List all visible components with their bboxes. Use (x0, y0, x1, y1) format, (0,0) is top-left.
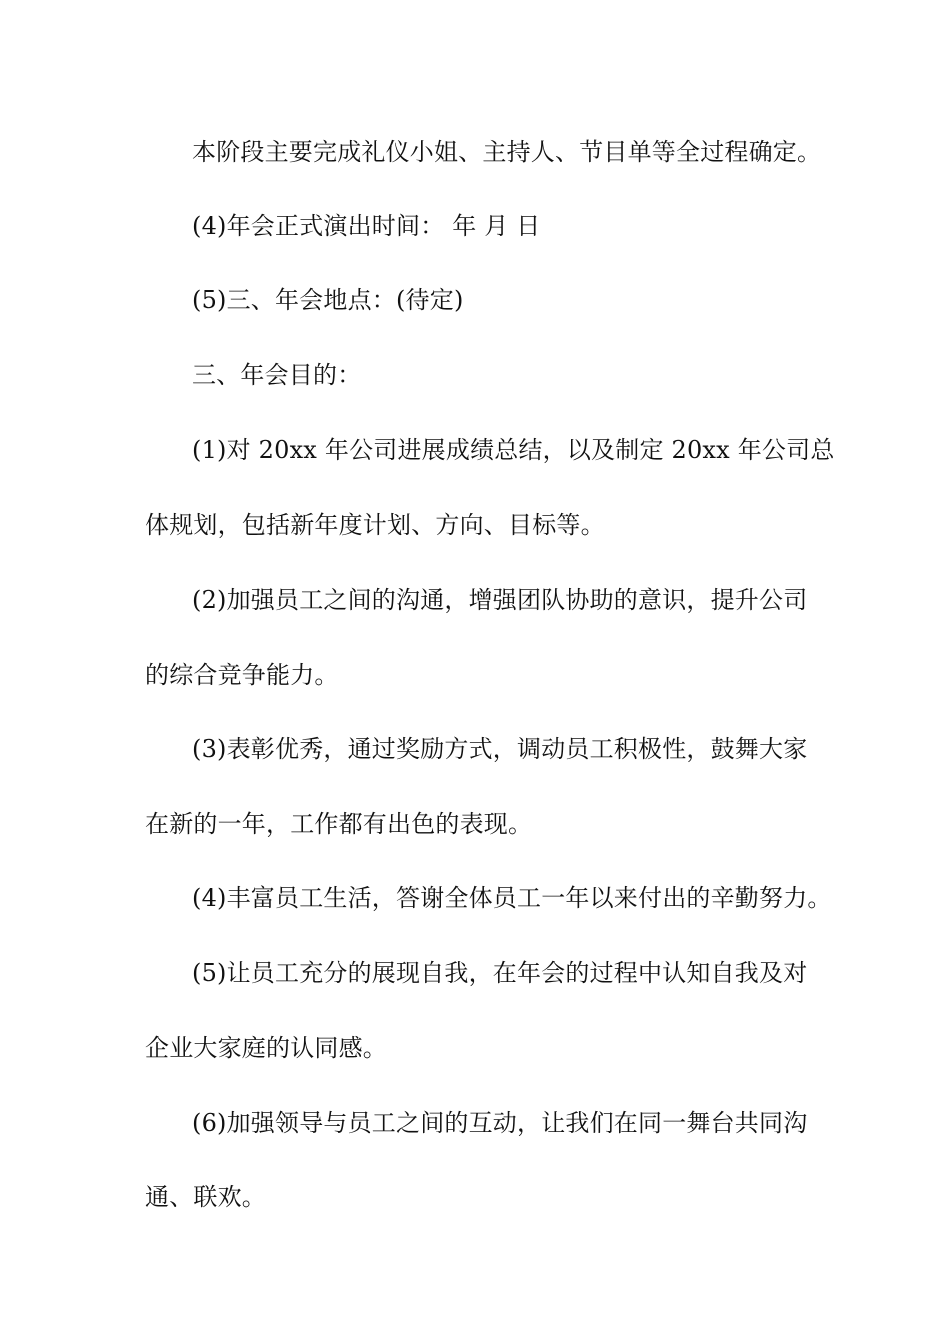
purpose-item-1-line-1: (1)对 20xx 年公司进展成绩总结，以及制定 20xx 年公司总 (192, 436, 835, 464)
paragraph-line-stage-summary: 本阶段主要完成礼仪小姐、主持人、节目单等全过程确定。 (192, 138, 822, 166)
purpose-item-6-line-1: (6)加强领导与员工之间的互动，让我们在同一舞台共同沟 (192, 1109, 808, 1137)
purpose-item-3-line-2: 在新的一年，工作都有出色的表现。 (145, 810, 533, 838)
purpose-item-5-line-2: 企业大家庭的认同感。 (145, 1034, 387, 1062)
purpose-item-4-line-1: (4)丰富员工生活，答谢全体员工一年以来付出的辛勤努力。 (192, 884, 832, 912)
paragraph-line-venue: (5)三、年会地点：(待定) (192, 286, 464, 314)
purpose-item-6-line-2: 通、联欢。 (145, 1183, 266, 1211)
purpose-item-3-line-1: (3)表彰优秀，通过奖励方式，调动员工积极性，鼓舞大家 (192, 735, 808, 763)
paragraph-line-performance-time: (4)年会正式演出时间： 年 月 日 (192, 212, 541, 240)
section-heading-purpose: 三、年会目的： (192, 361, 362, 389)
purpose-item-1-line-2: 体规划，包括新年度计划、方向、目标等。 (145, 511, 605, 539)
purpose-item-2-line-2: 的综合竞争能力。 (145, 661, 339, 689)
purpose-item-2-line-1: (2)加强员工之间的沟通，增强团队协助的意识，提升公司 (192, 586, 808, 614)
purpose-item-5-line-1: (5)让员工充分的展现自我，在年会的过程中认知自我及对 (192, 959, 808, 987)
